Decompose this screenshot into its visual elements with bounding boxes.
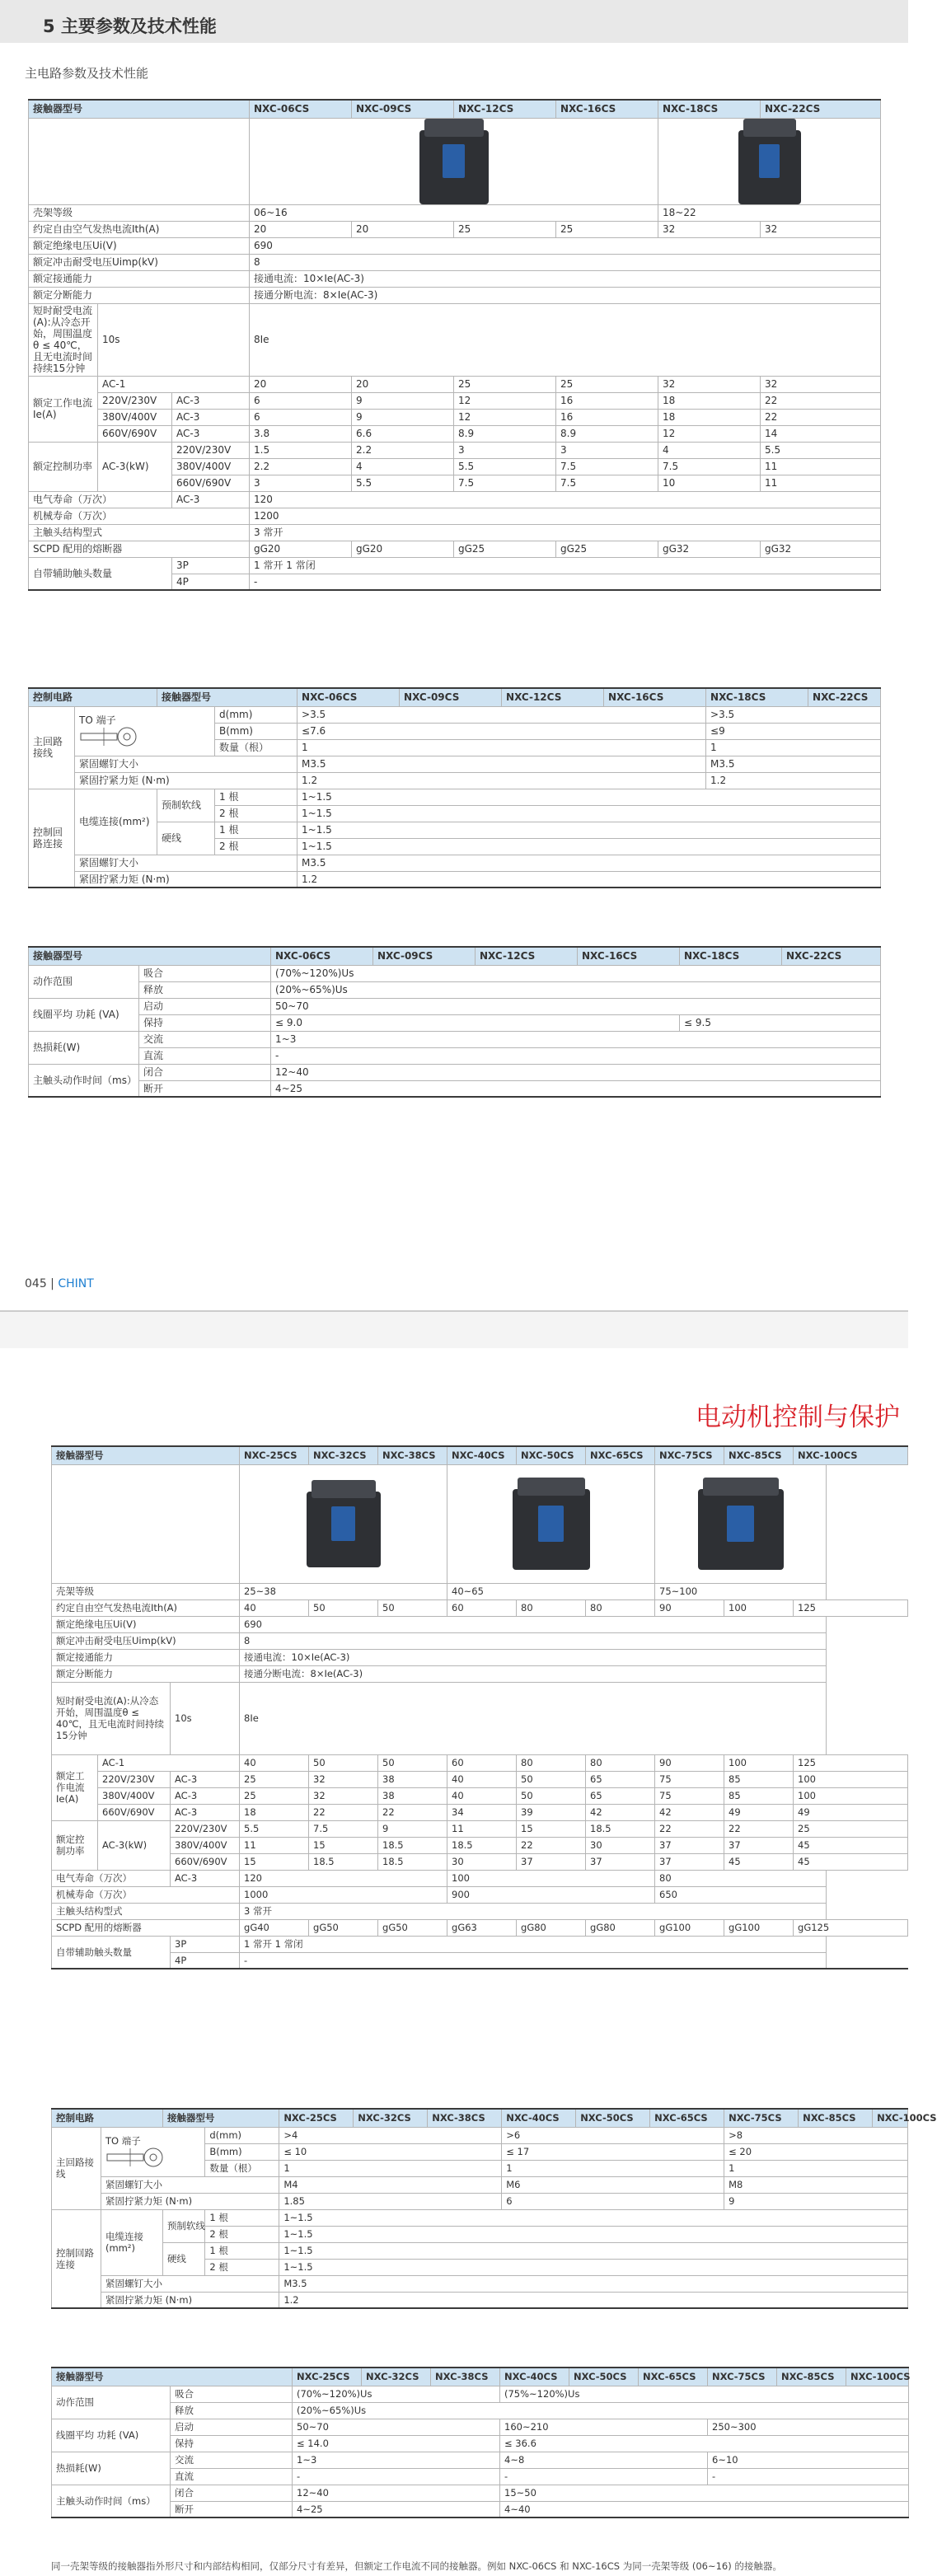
table-row: 动作范围 吸合 (70%~120%)Us [29, 965, 881, 981]
table-row: 2 根 1~1.5 [52, 2226, 908, 2242]
table-row: 2 根 1~1.5 [29, 805, 881, 822]
wiring-spec-table [51, 2108, 937, 2309]
table-row: 额定工作电流Ie(A) AC-1 40 50 50 60 80 80 90 100 125 [52, 1754, 908, 1771]
table-header-row: 接触器型号 NXC-25CS NXC-32CS NXC-38CS NXC-40CS NXC-50CS NXC-65CS NXC-75CS NXC-85CS NXC-100CS [52, 1446, 908, 1464]
table-header-row: 接触器型号 NXC-06CS NXC-09CS NXC-12CS NXC-16CS NXC-18CS NXC-22CS [29, 947, 881, 965]
table-caption: 主电路参数及技术性能 [25, 66, 149, 81]
table-row: 额定控制功率 AC-3(kW) 220V/230V 5.5 7.5 9 11 15 18.5 22 22 25 [52, 1820, 908, 1837]
table-row: 380V/400V 11 15 18.5 18.5 22 30 37 37 45 [52, 1837, 908, 1853]
table-row: 电气寿命（万次） AC-3 120 [29, 491, 881, 508]
table-row: 2 根 1~1.5 [52, 2259, 908, 2275]
table-row: 660V/690V AC-3 18 22 22 34 39 42 42 49 49 [52, 1804, 908, 1820]
table-row: 660V/690V 15 18.5 18.5 30 37 37 37 45 45 [52, 1853, 908, 1870]
table-row: 紧固拧紧力矩 (N·m) 1.2 [52, 2292, 908, 2308]
to-terminal-cell: TO 端子 [101, 2127, 204, 2176]
contactor-photo [698, 1478, 784, 1570]
table-row: 自带辅助触头数量 3P 1 常开 1 常闭 [29, 557, 881, 574]
table-header-row: 控制电路 接触器型号 NXC-06CS NXC-09CS NXC-12CS NXC-16CS NXC-18CS NXC-22CS [29, 688, 881, 706]
header-cell: NXC-06CS [250, 100, 352, 118]
table-row: 数量（根） 1 1 1 [52, 2160, 908, 2176]
table-row: 短时耐受电流(A):从冷态开始，周围温度θ ≤ 40℃，且无电流时间持续15分钟 10s 8Ie [29, 303, 881, 376]
product-image-cell [655, 1464, 827, 1583]
table-row: 直流 - [29, 1047, 881, 1064]
product-image-cell [658, 118, 881, 204]
footnote: 同一壳架等级的接触器指外形尺寸和内部结构相同，仅部分尺寸有差异，但额定工作电流不同的接触器。例如 NXC-06CS 和 NXC-16CS 为同一壳架等级 (06~16) 的接触器。 [51, 2560, 782, 2572]
product-image-row [52, 1464, 908, 1583]
header-cell: NXC-22CS [761, 100, 881, 118]
table-row: 主回路接线 TO 端子 d(mm) >4 >6 >8 [52, 2127, 908, 2143]
table-row: 紧固螺钉大小 M4 M6 M8 [52, 2176, 908, 2193]
table-row: 释放 (20%~65%)Us [29, 981, 881, 998]
contactor-photo [738, 119, 801, 204]
table-row: 数量（根） 1 1 [29, 739, 881, 756]
table-row: B(mm) ≤ 10 ≤ 17 ≤ 20 [52, 2143, 908, 2160]
table-row: 壳架等级 06~16 18~22 [29, 204, 881, 221]
table-row: 主回路接线 TO 端子 d(mm) >3.5 >3.5 [29, 706, 881, 723]
table-row: 控制回路连接 电缆连接(mm²) 预制软线 1 根 1~1.5 [29, 789, 881, 805]
table-row: 电气寿命（万次） AC-3 120 100 80 [52, 1870, 908, 1886]
table-row: SCPD 配用的熔断器 gG40 gG50 gG50 gG63 gG80 gG80 gG100 gG100 gG125 [52, 1919, 908, 1936]
ring-terminal-icon [79, 726, 153, 747]
brand-name: CHINT [58, 1277, 94, 1290]
table-header-row: 控制电路 接触器型号 NXC-25CS NXC-32CS NXC-38CS NXC-40CS NXC-50CS NXC-65CS NXC-75CS NXC-85CS NXC-100CS [52, 2109, 908, 2127]
table-row: SCPD 配用的熔断器 gG20 gG20 gG25 gG25 gG32 gG32 [29, 541, 881, 557]
contactor-photo [419, 119, 489, 204]
product-image-cell [240, 1464, 447, 1583]
table-row: 额定接通能力 接通电流：10×Ie(AC-3) [29, 270, 881, 287]
table-row: 断开 4~25 4~40 [52, 2501, 909, 2517]
table-row: 断开 4~25 [29, 1080, 881, 1097]
table-row: 热损耗(W) 交流 1~3 [29, 1031, 881, 1047]
product-image-row [29, 118, 881, 204]
table-row: 额定绝缘电压Ui(V) 690 [52, 1616, 908, 1632]
coil-spec-table [28, 946, 881, 1098]
product-image-cell [250, 118, 658, 204]
table-row: 额定冲击耐受电压Uimp(kV) 8 [29, 254, 881, 270]
table-row: 紧固拧紧力矩 (N·m) 1.2 [29, 871, 881, 888]
table-row: 额定绝缘电压Ui(V) 690 [29, 237, 881, 254]
table-row: 动作范围 吸合 (70%~120%)Us (75%~120%)Us [52, 2386, 909, 2402]
table-row: 主触头动作时间（ms） 闭合 12~40 [29, 1064, 881, 1080]
table-row: 额定分断能力 接通分断电流：8×Ie(AC-3) [52, 1665, 908, 1682]
page-footer: 045 | CHINT [25, 1277, 94, 1290]
table-row: 紧固拧紧力矩 (N·m) 1.85 6 9 [52, 2193, 908, 2209]
header-cell: NXC-09CS [352, 100, 454, 118]
table-row: 硬线 1 根 1~1.5 [52, 2242, 908, 2259]
table-row: 380V/400V AC-3 25 32 38 40 50 65 75 85 100 [52, 1787, 908, 1804]
table-row: 硬线 1 根 1~1.5 [29, 822, 881, 838]
chapter-title: 电动机控制与保护 [696, 1403, 900, 1432]
table-row: 机械寿命（万次） 1000 900 650 [52, 1886, 908, 1903]
catalog-page-045 [0, 0, 908, 1310]
table-row: 主触头动作时间（ms） 闭合 12~40 15~50 [52, 2485, 909, 2501]
product-image-cell [447, 1464, 655, 1583]
table-row: 释放 (20%~65%)Us [52, 2402, 909, 2419]
table-row: 约定自由空气发热电流Ith(A) 40 50 50 60 80 80 90 100 125 [52, 1599, 908, 1616]
main-circuit-spec-table [51, 1445, 908, 1969]
table-row: 380V/400V 2.2 4 5.5 7.5 7.5 11 [29, 458, 881, 475]
table-row: 紧固拧紧力矩 (N·m) 1.2 1.2 [29, 772, 881, 789]
table-row: 壳架等级 25~38 40~65 75~100 [52, 1583, 908, 1599]
table-row: 660V/690V 3 5.5 7.5 7.5 10 11 [29, 475, 881, 491]
table-row: 短时耐受电流(A):从冷态开始，周围温度θ ≤ 40℃，且无电流时间持续15分钟 10s 8Ie [52, 1682, 908, 1754]
coil-spec-table [51, 2367, 909, 2518]
header-cell: 接触器型号 [29, 100, 250, 118]
ring-terminal-icon [105, 2147, 180, 2168]
table-row: 直流 - - - [52, 2468, 909, 2485]
main-circuit-spec-table [28, 99, 881, 591]
table-row: 220V/230V AC-3 6 9 12 16 18 22 [29, 392, 881, 409]
section-title: 5 主要参数及技术性能 [43, 16, 217, 36]
to-terminal-cell: TO 端子 [75, 706, 215, 756]
table-row: 保持 ≤ 14.0 ≤ 36.6 [52, 2435, 909, 2452]
table-row: 220V/230V AC-3 25 32 38 40 50 65 75 85 100 [52, 1771, 908, 1787]
catalog-page-046 [0, 1348, 937, 2576]
table-row: 额定冲击耐受电压Uimp(kV) 8 [52, 1632, 908, 1649]
table-row: 约定自由空气发热电流Ith(A) 20 20 25 25 32 32 [29, 221, 881, 237]
table-row: 额定工作电流Ie(A) AC-1 20 20 25 25 32 32 [29, 376, 881, 392]
table-row: 4P - [29, 574, 881, 590]
table-row: 控制回路连接 电缆连接(mm²) 预制软线 1 根 1~1.5 [52, 2209, 908, 2226]
table-row: 380V/400V AC-3 6 9 12 16 18 22 [29, 409, 881, 425]
table-row: 额定接通能力 接通电流：10×Ie(AC-3) [52, 1649, 908, 1665]
table-row: B(mm) ≤7.6 ≤9 [29, 723, 881, 739]
table-row: 紧固螺钉大小 M3.5 M3.5 [29, 756, 881, 772]
table-row: 自带辅助触头数量 3P 1 常开 1 常闭 [52, 1936, 908, 1952]
table-row: 主触头结构型式 3 常开 [52, 1903, 908, 1919]
table-row: 紧固螺钉大小 M3.5 [29, 855, 881, 871]
header-cell: NXC-12CS [454, 100, 556, 118]
header-cell: NXC-16CS [556, 100, 658, 118]
table-row: 热损耗(W) 交流 1~3 4~8 6~10 [52, 2452, 909, 2468]
table-row: 紧固螺钉大小 M3.5 [52, 2275, 908, 2292]
table-row: 机械寿命（万次） 1200 [29, 508, 881, 524]
table-row: 4P - [52, 1952, 908, 1969]
table-row: 主触头结构型式 3 常开 [29, 524, 881, 541]
table-row: 线圈平均 功耗 (VA) 启动 50~70 [29, 998, 881, 1014]
header-cell: NXC-18CS [658, 100, 761, 118]
table-header-row: 接触器型号 NXC-25CS NXC-32CS NXC-38CS NXC-40CS NXC-50CS NXC-65CS NXC-75CS NXC-85CS NXC-100CS [52, 2368, 909, 2386]
table-header-row [29, 100, 881, 118]
table-row: 2 根 1~1.5 [29, 838, 881, 855]
contactor-photo [513, 1478, 590, 1570]
table-row: 额定分断能力 接通分断电流：8×Ie(AC-3) [29, 287, 881, 303]
table-row: 保持 ≤ 9.0 ≤ 9.5 [29, 1014, 881, 1031]
table-row: 线圈平均 功耗 (VA) 启动 50~70 160~210 250~300 [52, 2419, 909, 2435]
contactor-photo [307, 1480, 381, 1567]
table-row: 660V/690V AC-3 3.8 6.6 8.9 8.9 12 14 [29, 425, 881, 442]
wiring-spec-table [28, 687, 881, 888]
page-separator [0, 1310, 908, 1348]
table-row: 额定控制功率 AC-3(kW) 220V/230V 1.5 2.2 3 3 4 5.5 [29, 442, 881, 458]
section-header-bar [0, 0, 908, 43]
